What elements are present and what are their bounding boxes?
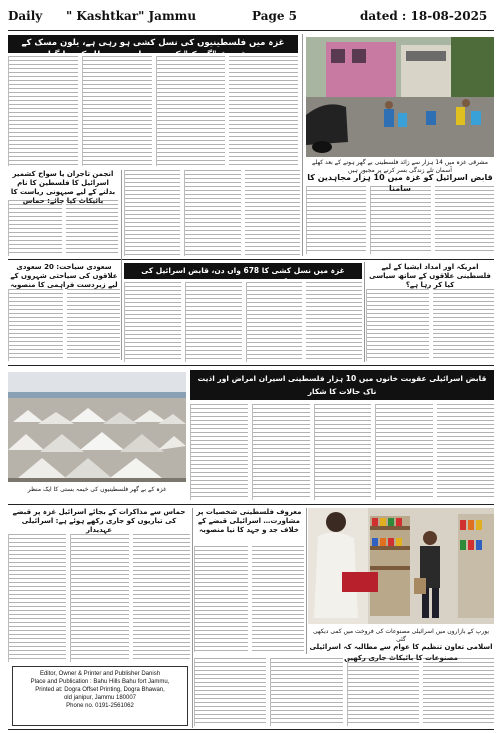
prisoners-headline: قابض اسرائیلی عقوبت خانوں میں 10 ہزار فلسطینی اسیران امراض اور اذیت ناک حالات کا شکار: [190, 370, 494, 400]
masthead: [8, 6, 494, 28]
america-article-body: [366, 289, 494, 361]
top-headline: غزہ میں فلسطینیوں کی نسل کشی ہو رہی ہے، یلون مسک کے چیٹ بوٹ "گروک" کو سچ بولنے پر معطل کر دیا گیا: [8, 35, 298, 53]
america-headline: امریکہ اور امداد ایشیا کے لیے فلسطینی علاقوں کے ساتھ سیاسی کیا کر رہا ہے؟: [369, 263, 491, 289]
imprint-line-2: Place and Publication : Bahu Hills Bahu fort Jammu,: [30, 679, 170, 685]
imprint-box: [12, 666, 188, 726]
imprint-line-3: Printed at: Dogra Offset Printing, Dogra Bhawan,: [35, 687, 165, 693]
divider: [302, 34, 303, 256]
imprint-line-4: old janipur, Jammu 180007: [63, 695, 137, 701]
left-headline: انجمن تاجران یا سواح کشمیر اسرائیل کا فلسطین کا نام بدلنے کے لیے صیہونی ریاست کا بائیکاٹ کیا جائے: حماس: [10, 170, 116, 205]
saudi-article-body: [8, 289, 120, 361]
lower-middle-headline: معروف فلسطینی شخصیات پر مشاورت… اسرائیلی قبضے کے خلاف جد و جہد کا نیا منصوبہ: [196, 508, 302, 534]
left-article-body: [8, 200, 118, 256]
lower-left-headline: حماس سے مذاکرات کے بجائے اسرائیل غزہ پر قبضے کی تیاریوں کو جاری رکھے ہوئے ہے: اسرائیلی عہدیدار: [12, 508, 186, 534]
right-subheadline: قابض اسرائیل کو غزہ میں 10 ہزار مجاہدین کا سامنا: [307, 173, 493, 193]
middle-lower-body: [124, 282, 362, 362]
saudi-headline: سعودی سیاحت: 20 سعودی علاقوں کی سیاحتی شہروں کے لیے زبردست فراہمی کا منصوبہ: [10, 263, 118, 289]
photo-street-water: [306, 37, 494, 157]
photo-supermarket: [308, 508, 494, 624]
imprint-line-1: Editor, Owner & Printer and Publisher Danish: [39, 671, 161, 677]
section-rule-3: [8, 504, 494, 505]
photo2-caption: غزہ کے بے گھر فلسطینیوں کی خیمہ بستی کا ایک منظر: [27, 486, 167, 493]
photo-tent-camp: [8, 372, 186, 482]
page-number: Page 5: [252, 9, 298, 23]
top-article-body: [8, 56, 298, 166]
middle-headline: غزہ میں نسل کشی کا 678 واں دن، قابض اسرائیل کی درندگی عروج پر، قتل عام جاری: [124, 263, 362, 279]
divider: [306, 508, 307, 654]
photo1-caption: مشرقی غزہ میں 14 ہزار سے زائد فلسطینی بے گھر ہونے کے بعد کھلے آسمان تلے زندگی بسر کرنے پر مجبور ہیں: [312, 159, 488, 174]
lower-middle-body: [194, 546, 304, 652]
lower-left-body: [8, 534, 190, 662]
footer-rule: [8, 729, 494, 730]
right-article-body: [306, 186, 494, 254]
imprint-line-5: Phone no. 0191-2561062: [66, 703, 134, 709]
divider: [364, 262, 365, 362]
masthead-brand: Daily: [8, 9, 43, 23]
section-rule-2: [8, 365, 494, 366]
issue-date: dated : 18-08-2025: [360, 9, 488, 23]
divider: [121, 170, 122, 360]
photo3-caption: یورپ کے بازاروں میں اسرائیلی مصنوعات کی فروخت میں کمی دیکھی گئی: [312, 628, 489, 643]
bottom-headline: اسلامی تعاون تنظیم کا عوام سے مطالبہ کہ اسرائیلی مصنوعات کا بائیکاٹ جاری رکھیں: [309, 643, 493, 662]
masthead-name: " Kashtkar" Jammu: [66, 9, 197, 23]
divider: [192, 508, 193, 728]
masthead-rule: [8, 30, 494, 31]
bottom-article-body: [194, 658, 494, 726]
middle-article-body: [124, 170, 300, 256]
prisoners-article-body: [190, 404, 494, 500]
section-rule: [8, 259, 494, 260]
